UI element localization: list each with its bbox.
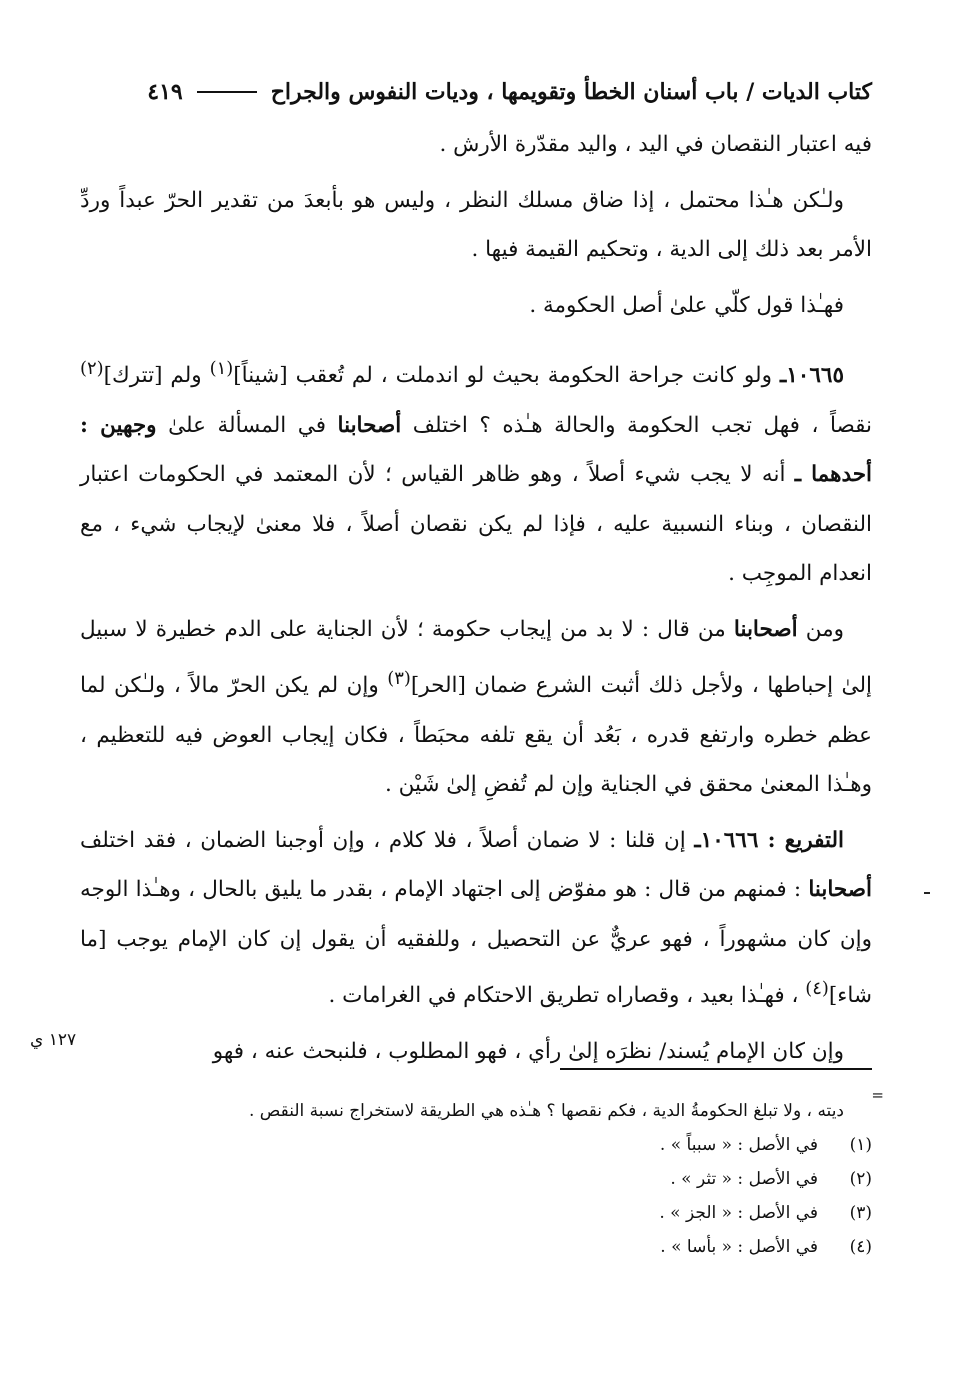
paragraph-2: ولـٰكن هـٰذا محتمل ، إذا ضاق مسلك النظر ، وليس هو بأبعدَ من تقدير الحرّ عبداً وردِّ الأمر بعد ذلك إلى الدية ، وتحكيم القيمة فيها . <box>80 187 872 262</box>
page-number: ٤١٩ <box>147 79 183 105</box>
paragraph-7: وإن كان الإمام يُسند/ نظرَه إلىٰ رأي ، فهو المطلوب ، فلنبحث عنه ، فهو <box>212 1038 844 1064</box>
footnote-ref-3: (٣) <box>387 668 411 690</box>
footnote-number: (٣) <box>849 1203 872 1223</box>
footnote-item <box>112 1196 872 1230</box>
footnote-text: في الأصل : « الجز » . <box>659 1203 818 1223</box>
footnote-number: (٢) <box>849 1169 872 1189</box>
tafri-heading: التفريع : ١٠٦٦٦ـ <box>694 827 844 853</box>
footnotes <box>112 1094 872 1264</box>
paragraph-3: فهـٰذا قول كلّي علىٰ أصل الحكومة . <box>529 292 844 318</box>
footnote-item <box>112 1162 872 1196</box>
footnote-number: (٤) <box>849 1237 872 1257</box>
running-header <box>82 72 872 112</box>
footnote-text: في الأصل : « سبباً » . <box>659 1135 818 1155</box>
footnote-number: (١) <box>849 1135 872 1155</box>
footnote-text: في الأصل : « بأسا » . <box>660 1237 818 1257</box>
footnote-separator <box>560 1068 872 1070</box>
footnote-text: في الأصل : « تثر » . <box>670 1169 818 1189</box>
footnote-item <box>112 1128 872 1162</box>
header-title: كتاب الديات / باب أسنان الخطأ وتقويمها ، وديات النفوس والجراح <box>270 79 872 105</box>
footnote-continuation: ديته ، ولا تبلغ الحكومةُ الدية ، فكم نقصها ؟ هـٰذه هي الطريقة لاستخراج نسبة النقص . <box>248 1101 844 1121</box>
body-text <box>80 120 872 1082</box>
paragraph-1: فيه اعتبار النقصان في اليد ، واليد مقدّرة الأرش . <box>439 132 872 157</box>
issue-number: ١٠٦٦٥ـ <box>779 363 844 389</box>
paragraph-5: ومن أصحابنا من قال : لا بد من إيجاب حكومة ؛ لأن الجناية على الدم خطيرة لا سبيل إلىٰ إحباطها ، ولأجل ذلك أثبت الشرع ضمان [الحر]$^{(٣)}$ وإن لم يكن الحرّ مالاً ، ولـٰكن لما عظم خطره وارتفع قدره ، بَعُد أن يقع تلفه محبَطاً ، فكان إيجاب العوض فيه للتعظيم ، وهـٰذا المعنىٰ محقق في الجناية وإن لم تُفضِ إلىٰ شَيْن . <box>80 616 872 798</box>
footnote-item <box>112 1230 872 1264</box>
margin-mark <box>924 892 930 894</box>
footnote-ref-1: (١) <box>209 358 234 379</box>
footnote-ref-4: (٤) <box>805 978 829 1000</box>
paragraph-6: التفريع : ١٠٦٦٦ـ إن قلنا : لا ضمان أصلاً ، فلا كلام ، وإن أوجبنا الضمان ، فقد اختلف أصحابنا : فمنهم من قال : هو مفوّض إلى اجتهاد الإمام ، بقدر ما يليق بالحال ، وهـٰذا الوجه وإن كان مشهوراً ، فهو عريٌّ عن التحصيل ، وللفقيه أن يقول إن كان الإمام يوجب [ما شاء]$^{(٤)}$ ، فهـٰذا بعيد ، وقصاراه تطريق الاحتكام في الغرامات . <box>80 827 872 1009</box>
margin-manuscript-note: ١٢٧ ي <box>30 1030 77 1050</box>
footnote-ref-2: (٢) <box>80 358 104 379</box>
header-rule <box>197 91 257 93</box>
paragraph-4: ١٠٦٦٥ـ ولو كانت جراحة الحكومة بحيث لو اندملت ، لم تُعقب [شيناً]$^{(١)}$ ولم [تترك]$^{(٢)}$ نقصاً ، فهل تجب الحكومة والحالة هـٰذه ؟ اختلف أصحابنا في المسألة علىٰ وجهين : أحدهما ـ أنه لا يجب شيء أصلاً ، وهو ظاهر القياس ؛ لأن المعتمد في الحكومات اعتبار النقصان ، وبناء النسبية عليه ، فإذا لم يكن نقصان أصلاً ، فلا معنىٰ لإيجاب شيء ، مع انعدام الموجِب . <box>80 358 873 587</box>
footnote-continuation-marker: = <box>871 1086 884 1104</box>
